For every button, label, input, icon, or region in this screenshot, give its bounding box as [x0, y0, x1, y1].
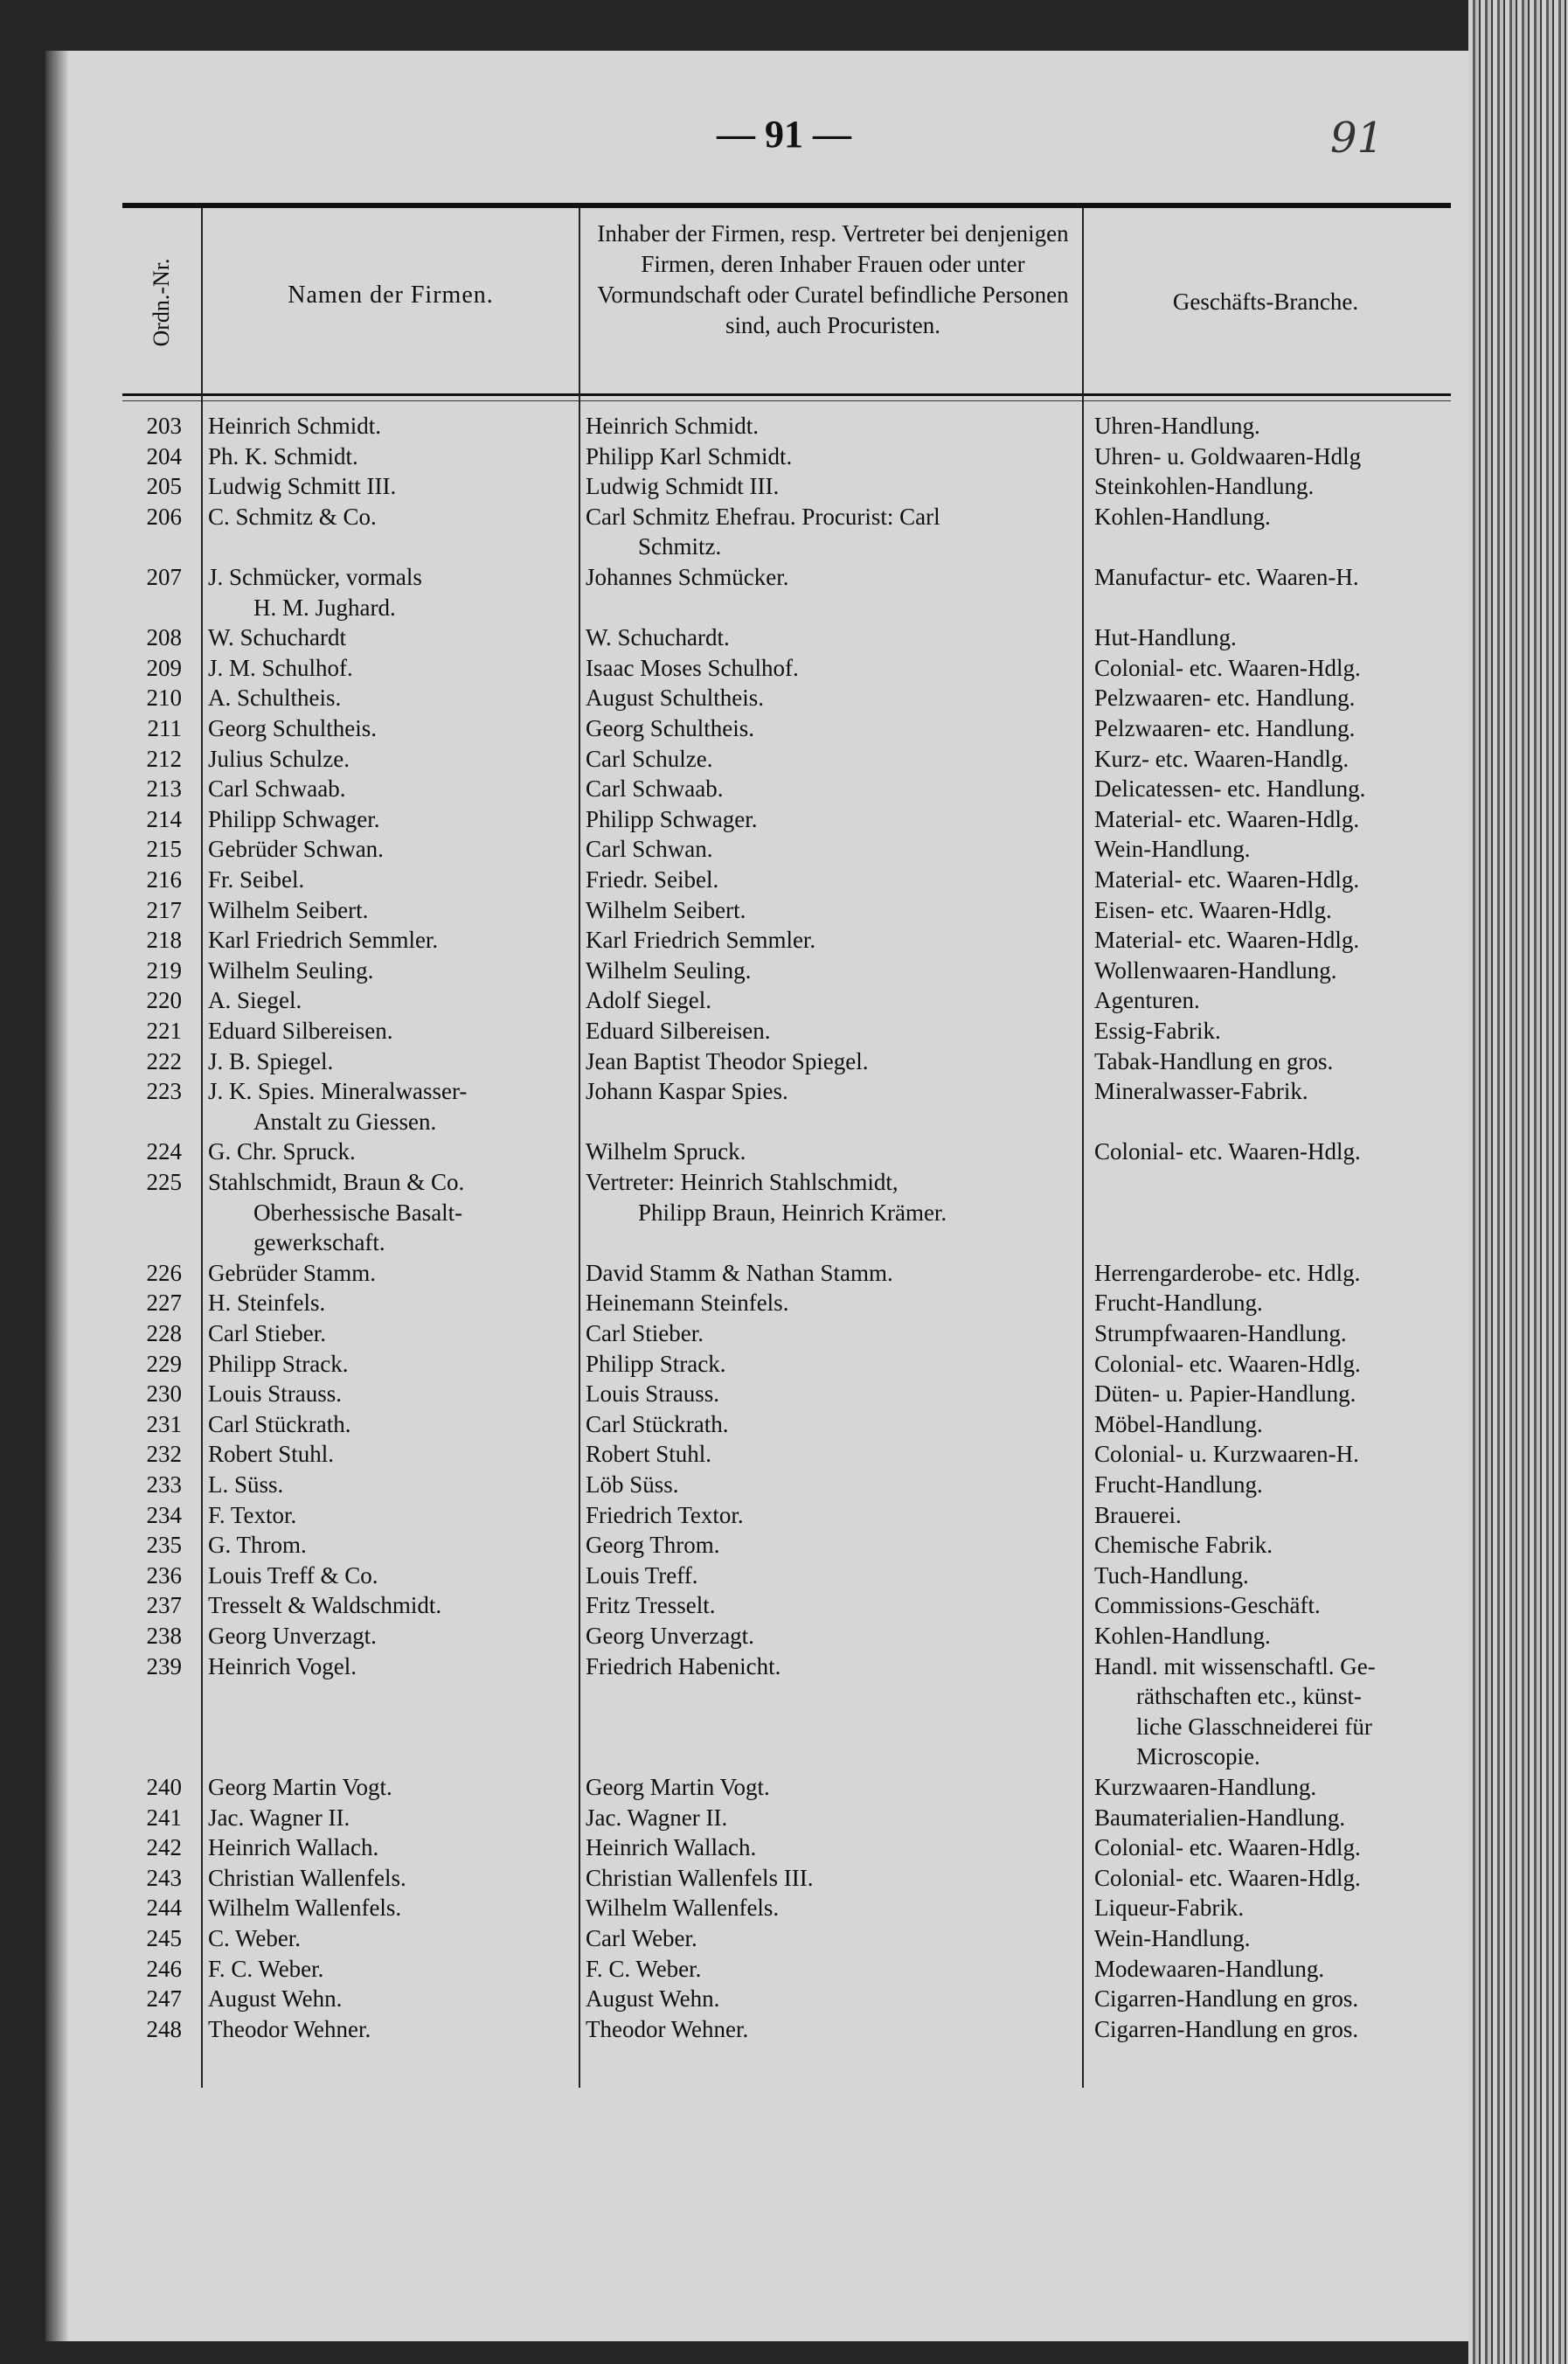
row-branche: Frucht-Handlung.	[1094, 1290, 1263, 1317]
table-row	[0, 1046, 1568, 1076]
row-number: 210	[146, 685, 182, 712]
table-row	[0, 895, 1568, 925]
row-branche: Colonial- etc. Waaren-Hdlg.	[1094, 1350, 1361, 1377]
table-row	[0, 562, 1568, 592]
row-number: 227	[146, 1290, 182, 1317]
row-inhaber: Philipp Karl Schmidt.	[586, 442, 793, 469]
row-branche: Wein-Handlung.	[1094, 1925, 1251, 1951]
row-firma: Jac. Wagner II.	[208, 1804, 350, 1831]
page-number: — 91 —	[717, 113, 851, 156]
header-ordn-label: Ordn.-Nr.	[149, 258, 174, 347]
row-firma: A. Schultheis.	[208, 685, 342, 712]
table-row	[0, 1712, 1568, 1742]
row-firma: F. C. Weber.	[208, 1955, 324, 1982]
row-inhaber: Ludwig Schmidt III.	[586, 473, 780, 500]
row-firma: Theodor Wehner.	[208, 2015, 371, 2042]
row-firma: Wilhelm Wallenfels.	[208, 1895, 402, 1922]
row-branche: Material- etc. Waaren-Hdlg.	[1094, 866, 1360, 893]
row-number: 204	[146, 442, 182, 469]
table-row	[0, 1439, 1568, 1469]
table-row	[0, 713, 1568, 743]
table-row	[0, 411, 1568, 441]
row-firma: J. Schmücker, vormals	[208, 564, 422, 590]
table-row	[0, 1651, 1568, 1681]
row-firma: Carl Stückrath.	[208, 1410, 351, 1437]
table-row	[0, 1076, 1568, 1106]
row-branche: Colonial- etc. Waaren-Hdlg.	[1094, 1864, 1361, 1891]
row-branche: Commissions-Geschäft.	[1094, 1592, 1321, 1619]
table-row	[0, 1137, 1568, 1166]
table-row	[0, 1832, 1568, 1862]
header-inhaber: Inhaber der Firmen, resp. Vertreter bei denjenigen Firmen, deren Inhaber Frauen oder unter Vormundschaft oder Curatel befindliche Personen sind, auch Procuristen.	[597, 220, 1069, 338]
row-inhaber: Carl Stückrath.	[586, 1410, 729, 1437]
row-inhaber: Louis Treff.	[586, 1561, 698, 1589]
row-firma: Heinrich Wallach.	[208, 1834, 379, 1861]
row-firma: Philipp Schwager.	[208, 805, 380, 832]
row-inhaber: F. C. Weber.	[586, 1955, 702, 1982]
row-inhaber: Wilhelm Spruck.	[586, 1138, 746, 1165]
row-inhaber: Karl Friedrich Semmler.	[586, 927, 816, 954]
row-inhaber: Christian Wallenfels III.	[586, 1864, 814, 1891]
row-number: 217	[146, 896, 182, 923]
row-inhaber: Carl Schmitz Ehefrau. Procurist: Carl	[586, 503, 940, 530]
row-firma: Wilhelm Seuling.	[208, 956, 374, 984]
table-row	[0, 744, 1568, 774]
row-firma: J. B. Spiegel.	[208, 1047, 334, 1074]
row-branche: Material- etc. Waaren-Hdlg.	[1094, 805, 1360, 832]
row-branche: Delicatessen- etc. Handlung.	[1094, 775, 1366, 803]
row-firma: Carl Schwaab.	[208, 775, 346, 803]
row-firma: Philipp Strack.	[208, 1350, 349, 1377]
table-row	[0, 1288, 1568, 1318]
row-branche: Handl. mit wissenschaftl. Ge-	[1094, 1652, 1376, 1679]
row-inhaber: Philipp Braun, Heinrich Krämer.	[638, 1199, 947, 1226]
row-number: 222	[146, 1047, 182, 1074]
row-branche: Uhren-Handlung.	[1094, 413, 1260, 439]
row-firma: Oberhessische Basalt-	[253, 1199, 463, 1226]
row-number: 236	[146, 1561, 182, 1589]
row-inhaber: Georg Schultheis.	[586, 715, 754, 741]
table-row	[0, 1530, 1568, 1560]
row-inhaber: August Schultheis.	[586, 685, 765, 712]
row-number: 231	[146, 1410, 182, 1437]
row-branche: Agenturen.	[1094, 987, 1200, 1014]
row-number: 212	[146, 745, 182, 772]
row-number: 224	[146, 1138, 182, 1165]
table-row	[0, 1803, 1568, 1832]
table-row	[0, 2014, 1568, 2044]
row-firma: J. K. Spies. Mineralwasser-	[208, 1078, 468, 1105]
row-firma: A. Siegel.	[208, 987, 302, 1014]
row-firma: Julius Schulze.	[208, 745, 350, 772]
header-branche: Geschäfts-Branche.	[1172, 289, 1359, 315]
row-number: 238	[146, 1623, 182, 1649]
row-inhaber: Friedrich Habenicht.	[586, 1652, 781, 1679]
row-firma: Gebrüder Schwan.	[208, 836, 384, 863]
row-firma: Fr. Seibel.	[208, 866, 305, 893]
table-row	[0, 1318, 1568, 1348]
row-number: 234	[146, 1501, 182, 1528]
row-branche: Steinkohlen-Handlung.	[1094, 473, 1315, 500]
table-row	[0, 1016, 1568, 1046]
row-number: 243	[146, 1864, 182, 1891]
row-branche: Cigarren-Handlung en gros.	[1094, 1985, 1359, 2013]
table-row	[0, 1742, 1568, 1771]
row-branche: Frucht-Handlung.	[1094, 1471, 1263, 1498]
row-firma: J. M. Schulhof.	[208, 654, 353, 681]
row-branche: Modewaaren-Handlung.	[1094, 1955, 1325, 1982]
row-inhaber: Philipp Strack.	[586, 1350, 726, 1377]
row-inhaber: Vertreter: Heinrich Stahlschmidt,	[586, 1169, 898, 1195]
row-inhaber: Wilhelm Seuling.	[586, 956, 752, 984]
row-branche: Manufactur- etc. Waaren-H.	[1094, 564, 1359, 590]
row-branche: Kurz- etc. Waaren-Handlg.	[1094, 745, 1349, 772]
row-branche: Essig-Fabrik.	[1094, 1018, 1221, 1044]
row-branche: Pelzwaaren- etc. Handlung.	[1094, 715, 1356, 741]
table-row	[0, 471, 1568, 501]
row-branche: Baumaterialien-Handlung.	[1094, 1804, 1346, 1831]
row-inhaber: Löb Süss.	[586, 1471, 679, 1498]
table-row	[0, 1893, 1568, 1922]
row-number: 247	[146, 1985, 182, 2013]
row-inhaber: Louis Strauss.	[586, 1380, 720, 1408]
row-inhaber: Georg Throm.	[586, 1532, 720, 1559]
row-number: 216	[146, 866, 182, 893]
row-firma: Ph. K. Schmidt.	[208, 442, 358, 469]
row-firma: Georg Unverzagt.	[208, 1623, 377, 1649]
row-branche: Colonial- etc. Waaren-Hdlg.	[1094, 1138, 1361, 1165]
row-number: 241	[146, 1804, 182, 1831]
row-branche: Hut-Handlung.	[1094, 624, 1237, 651]
row-firma: Georg Martin Vogt.	[208, 1774, 392, 1800]
table-row	[0, 956, 1568, 985]
row-branche: Eisen- etc. Waaren-Hdlg.	[1094, 896, 1332, 923]
row-firma: W. Schuchardt	[208, 624, 346, 651]
row-firma: Robert Stuhl.	[208, 1441, 335, 1468]
row-firma: Louis Strauss.	[208, 1380, 343, 1408]
row-number: 220	[146, 987, 182, 1014]
row-inhaber: Wilhelm Wallenfels.	[586, 1895, 780, 1922]
row-number: 230	[146, 1380, 182, 1408]
row-number: 233	[146, 1471, 182, 1498]
table-row	[0, 834, 1568, 864]
row-branche: Kurzwaaren-Handlung.	[1094, 1774, 1317, 1800]
row-firma: C. Weber.	[208, 1925, 302, 1951]
row-branche: Brauerei.	[1094, 1501, 1182, 1528]
table-row	[0, 502, 1568, 532]
header-rule-thin	[122, 400, 1451, 401]
table-row	[0, 1258, 1568, 1288]
row-branche: Colonial- etc. Waaren-Hdlg.	[1094, 1834, 1361, 1861]
row-inhaber: Jac. Wagner II.	[586, 1804, 728, 1831]
row-branche: Uhren- u. Goldwaaren-Hdlg	[1094, 442, 1362, 469]
table-row	[0, 1167, 1568, 1197]
row-firma: gewerkschaft.	[253, 1229, 385, 1256]
row-number: 215	[146, 836, 182, 863]
row-branche: Möbel-Handlung.	[1094, 1410, 1263, 1437]
row-branche: Tabak-Handlung en gros.	[1094, 1047, 1334, 1074]
row-firma: Heinrich Vogel.	[208, 1652, 357, 1679]
row-inhaber: Georg Unverzagt.	[586, 1623, 754, 1649]
row-firma: Louis Treff & Co.	[208, 1561, 378, 1589]
row-firma: Wilhelm Seibert.	[208, 896, 369, 923]
table-row	[0, 1863, 1568, 1893]
row-branche: Wein-Handlung.	[1094, 836, 1251, 863]
table-row	[0, 774, 1568, 803]
row-number: 229	[146, 1350, 182, 1377]
row-firma: H. Steinfels.	[208, 1290, 326, 1317]
row-firma: H. M. Jughard.	[253, 594, 396, 621]
row-inhaber: Wilhelm Seibert.	[586, 896, 746, 923]
row-number: 221	[146, 1018, 182, 1044]
row-number: 242	[146, 1834, 182, 1861]
table-row	[0, 1500, 1568, 1530]
row-number: 207	[146, 564, 182, 590]
row-branche: Material- etc. Waaren-Hdlg.	[1094, 927, 1360, 954]
row-number: 235	[146, 1532, 182, 1559]
row-firma: Anstalt zu Giessen.	[253, 1108, 437, 1135]
header-firmen: Namen der Firmen.	[288, 282, 494, 309]
row-number: 244	[146, 1895, 182, 1922]
row-number: 214	[146, 805, 182, 832]
row-number: 205	[146, 473, 182, 500]
table-row	[0, 804, 1568, 834]
row-inhaber: Philipp Schwager.	[586, 805, 758, 832]
row-number: 209	[146, 654, 182, 681]
row-number: 208	[146, 624, 182, 651]
table-row	[0, 622, 1568, 652]
row-inhaber: Isaac Moses Schulhof.	[586, 654, 799, 681]
row-firma: Gebrüder Stamm.	[208, 1259, 376, 1286]
row-number: 239	[146, 1652, 182, 1679]
table-row	[0, 532, 1568, 561]
row-inhaber: Carl Weber.	[586, 1925, 697, 1951]
row-branche: Kohlen-Handlung.	[1094, 503, 1271, 530]
row-branche: Wollenwaaren-Handlung.	[1094, 956, 1337, 984]
row-number: 225	[146, 1169, 182, 1195]
table-row	[0, 442, 1568, 471]
row-branche: Colonial- u. Kurzwaaren-H.	[1094, 1441, 1359, 1468]
table-row	[0, 1772, 1568, 1802]
table-row	[0, 1590, 1568, 1620]
row-number: 240	[146, 1774, 182, 1800]
row-inhaber: Fritz Tresselt.	[586, 1592, 716, 1619]
row-inhaber: Friedr. Seibel.	[586, 866, 719, 893]
row-branche: Kohlen-Handlung.	[1094, 1623, 1271, 1649]
row-firma: Carl Stieber.	[208, 1320, 326, 1346]
row-number: 223	[146, 1078, 182, 1105]
top-rule	[122, 203, 1451, 208]
row-branche: Chemische Fabrik.	[1094, 1532, 1273, 1559]
row-firma: Georg Schultheis.	[208, 715, 377, 741]
header-ordn	[122, 212, 201, 393]
header-rule	[122, 393, 1451, 396]
table-row	[0, 1954, 1568, 1984]
row-branche: Tuch-Handlung.	[1094, 1561, 1249, 1589]
row-branche: Liqueur-Fabrik.	[1094, 1895, 1245, 1922]
row-number: 213	[146, 775, 182, 803]
handwritten-page-note: 91	[1330, 114, 1384, 163]
row-branche: räthschaften etc., künst-	[1136, 1683, 1362, 1710]
row-number: 206	[146, 503, 182, 530]
row-inhaber: Johannes Schmücker.	[586, 564, 789, 590]
row-firma: Stahlschmidt, Braun & Co.	[208, 1169, 465, 1195]
row-number: 218	[146, 927, 182, 954]
table-row	[0, 865, 1568, 894]
row-inhaber: Heinrich Wallach.	[586, 1834, 757, 1861]
table-row	[0, 683, 1568, 713]
row-inhaber: Theodor Wehner.	[586, 2015, 749, 2042]
row-firma: C. Schmitz & Co.	[208, 503, 377, 530]
row-number: 237	[146, 1592, 182, 1619]
row-inhaber: Heinrich Schmidt.	[586, 413, 759, 439]
row-inhaber: Carl Schulze.	[586, 745, 713, 772]
table-row	[0, 985, 1568, 1015]
row-inhaber: Carl Stieber.	[586, 1320, 704, 1346]
row-branche: Düten- u. Papier-Handlung.	[1094, 1380, 1356, 1408]
table-row	[0, 1227, 1568, 1257]
row-inhaber: Carl Schwan.	[586, 836, 713, 863]
row-firma: Christian Wallenfels.	[208, 1864, 406, 1891]
row-firma: F. Textor.	[208, 1501, 297, 1528]
row-branche: Pelzwaaren- etc. Handlung.	[1094, 685, 1356, 712]
row-branche: Cigarren-Handlung en gros.	[1094, 2015, 1359, 2042]
row-number: 203	[146, 413, 182, 439]
row-branche: Strumpfwaaren-Handlung.	[1094, 1320, 1347, 1346]
row-inhaber: Schmitz.	[638, 533, 722, 560]
row-inhaber: W. Schuchardt.	[586, 624, 730, 651]
row-number: 232	[146, 1441, 182, 1468]
row-inhaber: Jean Baptist Theodor Spiegel.	[586, 1047, 869, 1074]
row-inhaber: Carl Schwaab.	[586, 775, 724, 803]
table-row	[0, 1561, 1568, 1590]
row-branche: Microscopie.	[1136, 1743, 1260, 1770]
table-row	[0, 925, 1568, 955]
row-branche: Mineralwasser-Fabrik.	[1094, 1078, 1308, 1105]
table-row	[0, 1470, 1568, 1499]
row-firma: G. Throm.	[208, 1532, 307, 1559]
row-branche: liche Glasschneiderei für	[1136, 1713, 1372, 1740]
row-number: 211	[147, 715, 182, 741]
row-firma: Karl Friedrich Semmler.	[208, 927, 439, 954]
row-firma: Eduard Silbereisen.	[208, 1018, 393, 1044]
row-number: 219	[146, 956, 182, 984]
table-row	[0, 1349, 1568, 1379]
table-row	[0, 593, 1568, 622]
table-row	[0, 1409, 1568, 1439]
table-row	[0, 1198, 1568, 1227]
table-row	[0, 1984, 1568, 2013]
row-firma: Ludwig Schmitt III.	[208, 473, 397, 500]
row-inhaber: Georg Martin Vogt.	[586, 1774, 770, 1800]
table-row	[0, 1923, 1568, 1953]
row-number: 248	[146, 2015, 182, 2042]
row-inhaber: August Wehn.	[586, 1985, 720, 2013]
row-number: 228	[146, 1320, 182, 1346]
row-inhaber: David Stamm & Nathan Stamm.	[586, 1259, 893, 1286]
table-row	[0, 1621, 1568, 1651]
row-inhaber: Heinemann Steinfels.	[586, 1290, 789, 1317]
row-firma: G. Chr. Spruck.	[208, 1138, 356, 1165]
row-inhaber: Friedrich Textor.	[586, 1501, 744, 1528]
row-inhaber: Johann Kaspar Spies.	[586, 1078, 788, 1105]
row-number: 245	[146, 1925, 182, 1951]
row-firma: Tresselt & Waldschmidt.	[208, 1592, 442, 1619]
row-firma: L. Süss.	[208, 1471, 284, 1498]
row-branche: Colonial- etc. Waaren-Hdlg.	[1094, 654, 1361, 681]
row-inhaber: Eduard Silbereisen.	[586, 1018, 771, 1044]
table-row	[0, 1379, 1568, 1408]
row-inhaber: Adolf Siegel.	[586, 987, 711, 1014]
row-branche: Herrengarderobe- etc. Hdlg.	[1094, 1259, 1361, 1286]
row-number: 246	[146, 1955, 182, 1982]
row-number: 226	[146, 1259, 182, 1286]
row-firma: August Wehn.	[208, 1985, 343, 2013]
row-firma: Heinrich Schmidt.	[208, 413, 381, 439]
table-row	[0, 1107, 1568, 1137]
table-row	[0, 653, 1568, 683]
row-inhaber: Robert Stuhl.	[586, 1441, 712, 1468]
table-row	[0, 1681, 1568, 1711]
